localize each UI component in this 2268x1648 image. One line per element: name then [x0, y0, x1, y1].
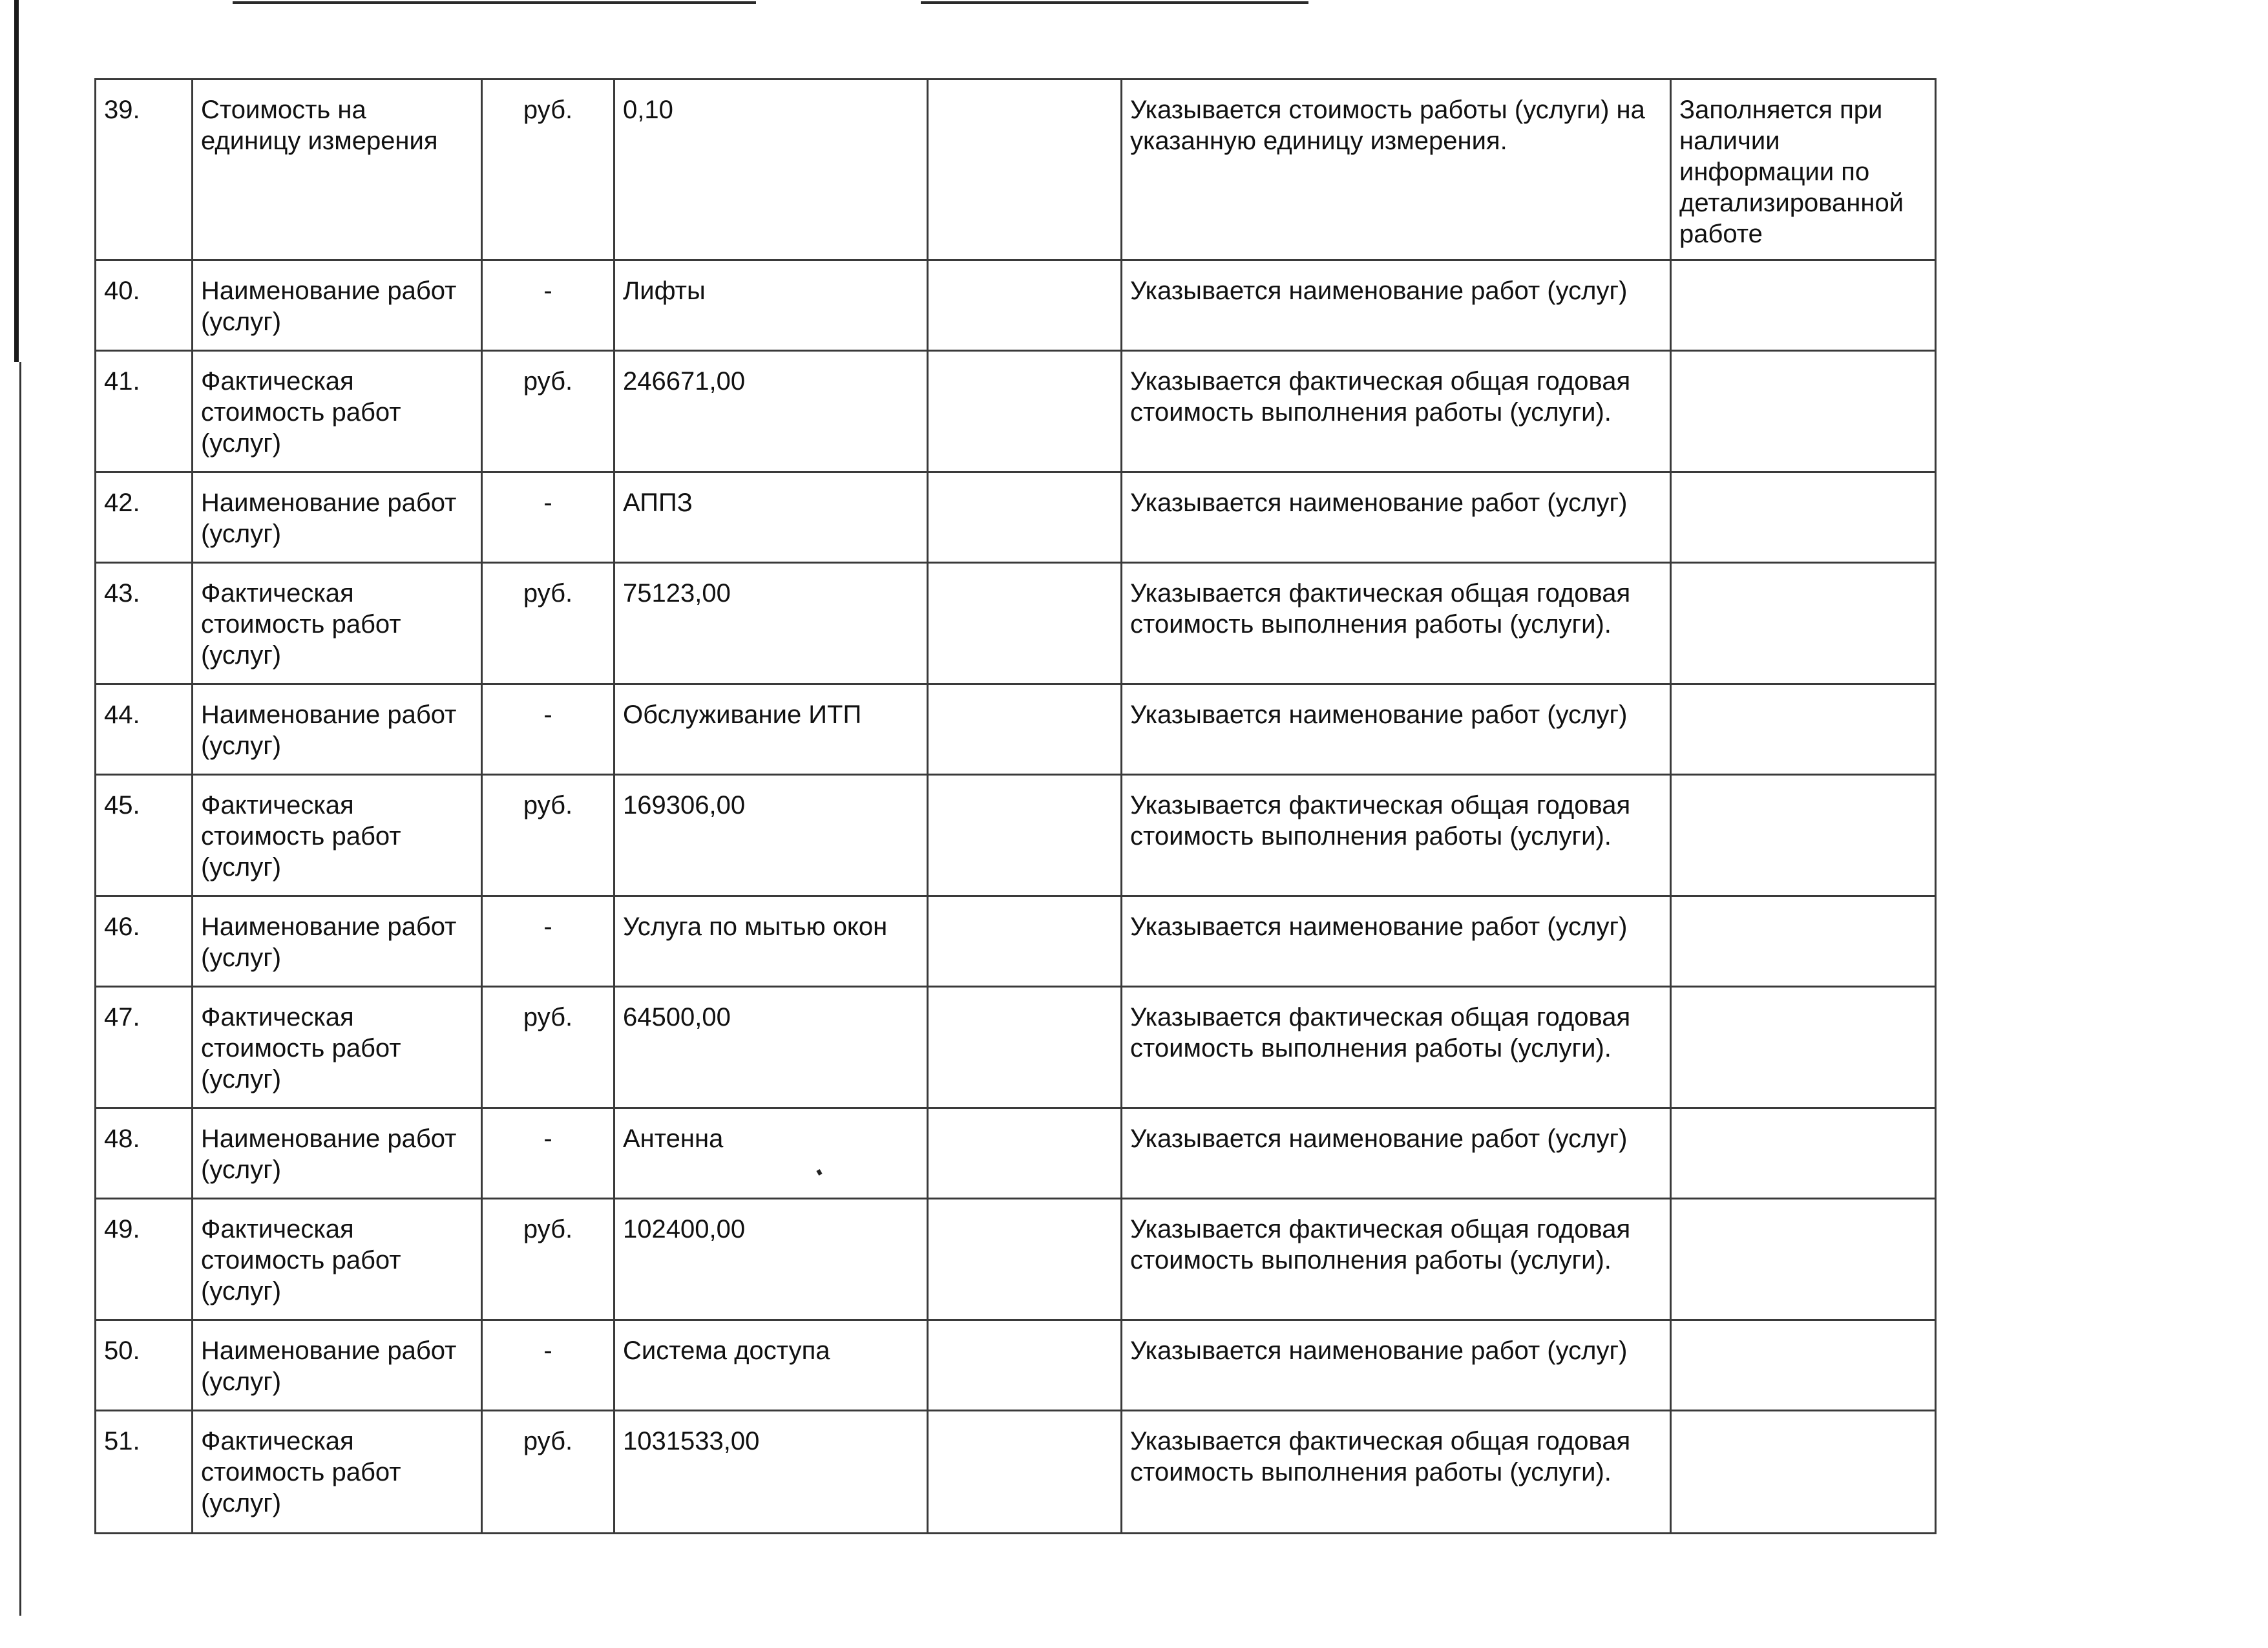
parameter-name: Стоимость на единицу измерения: [193, 79, 482, 260]
row-number: 51.: [96, 1411, 193, 1534]
empty-cell: [928, 472, 1122, 563]
description-cell: Указывается стоимость работы (услуги) на указанную единицу измерения.: [1122, 79, 1671, 260]
value-cell: 0,10: [614, 79, 928, 260]
note-cell: [1671, 987, 1936, 1108]
table-row: [96, 1411, 1936, 1534]
value-cell: 169306,00: [614, 775, 928, 896]
parameter-name: Фактическая стоимость работ (услуг): [193, 1411, 482, 1534]
scan-border-artifact: [14, 0, 19, 362]
note-cell: [1671, 775, 1936, 896]
note-cell: [1671, 1320, 1936, 1411]
parameter-name: Наименование работ (услуг): [193, 1320, 482, 1411]
row-number: 45.: [96, 775, 193, 896]
row-number: 47.: [96, 987, 193, 1108]
value-cell: 246671,00: [614, 351, 928, 472]
description-cell: Указывается наименование работ (услуг): [1122, 1108, 1671, 1199]
empty-cell: [928, 775, 1122, 896]
empty-cell: [928, 1411, 1122, 1534]
parameter-name: Наименование работ (услуг): [193, 1108, 482, 1199]
empty-cell: [928, 684, 1122, 775]
unit-cell: -: [482, 1108, 614, 1199]
note-cell: [1671, 351, 1936, 472]
description-cell: Указывается наименование работ (услуг): [1122, 684, 1671, 775]
unit-cell: руб.: [482, 987, 614, 1108]
empty-cell: [928, 351, 1122, 472]
parameter-name: Фактическая стоимость работ (услуг): [193, 563, 482, 684]
unit-cell: руб.: [482, 1199, 614, 1320]
table-row: [96, 351, 1936, 472]
parameter-name: Фактическая стоимость работ (услуг): [193, 351, 482, 472]
value-cell: Обслуживание ИТП: [614, 684, 928, 775]
row-number: 46.: [96, 896, 193, 987]
note-cell: [1671, 684, 1936, 775]
row-number: 43.: [96, 563, 193, 684]
table-row: [96, 1199, 1936, 1320]
description-cell: Указывается фактическая общая годовая стоимость выполнения работы (услуги).: [1122, 1411, 1671, 1534]
parameter-name: Наименование работ (услуг): [193, 684, 482, 775]
unit-cell: -: [482, 260, 614, 351]
row-number: 44.: [96, 684, 193, 775]
unit-cell: -: [482, 896, 614, 987]
row-number: 42.: [96, 472, 193, 563]
row-number: 39.: [96, 79, 193, 260]
value-cell: 1031533,00: [614, 1411, 928, 1534]
row-number: 50.: [96, 1320, 193, 1411]
row-number: 48.: [96, 1108, 193, 1199]
scan-top-line: [233, 1, 756, 4]
unit-cell: руб.: [482, 351, 614, 472]
unit-cell: -: [482, 684, 614, 775]
parameter-name: Наименование работ (услуг): [193, 472, 482, 563]
note-cell: [1671, 1108, 1936, 1199]
description-cell: Указывается наименование работ (услуг): [1122, 896, 1671, 987]
parameter-name: Наименование работ (услуг): [193, 260, 482, 351]
description-cell: Указывается фактическая общая годовая стоимость выполнения работы (услуги).: [1122, 563, 1671, 684]
empty-cell: [928, 1108, 1122, 1199]
description-cell: Указывается фактическая общая годовая стоимость выполнения работы (услуги).: [1122, 1199, 1671, 1320]
unit-cell: руб.: [482, 563, 614, 684]
scan-top-line: [921, 1, 1308, 4]
unit-cell: руб.: [482, 1411, 614, 1534]
value-cell: 64500,00: [614, 987, 928, 1108]
value-cell: Лифты: [614, 260, 928, 351]
row-number: 40.: [96, 260, 193, 351]
note-cell: [1671, 563, 1936, 684]
services-table: [94, 78, 1937, 1534]
value-cell: 75123,00: [614, 563, 928, 684]
note-cell: [1671, 472, 1936, 563]
table-row: [96, 472, 1936, 563]
table-row: [96, 987, 1936, 1108]
table-row: [96, 775, 1936, 896]
empty-cell: [928, 987, 1122, 1108]
table-row: [96, 1320, 1936, 1411]
unit-cell: руб.: [482, 79, 614, 260]
row-number: 49.: [96, 1199, 193, 1320]
note-cell: Заполняется при наличии информации по детализированной работе: [1671, 79, 1936, 260]
table-row: [96, 684, 1936, 775]
unit-cell: -: [482, 1320, 614, 1411]
unit-cell: руб.: [482, 775, 614, 896]
empty-cell: [928, 79, 1122, 260]
empty-cell: [928, 260, 1122, 351]
parameter-name: Фактическая стоимость работ (услуг): [193, 1199, 482, 1320]
empty-cell: [928, 1199, 1122, 1320]
table-row: [96, 1108, 1936, 1199]
value-cell: Система доступа: [614, 1320, 928, 1411]
description-cell: Указывается наименование работ (услуг): [1122, 260, 1671, 351]
value-cell: Антенна: [614, 1108, 928, 1199]
parameter-name: Фактическая стоимость работ (услуг): [193, 775, 482, 896]
table-row: [96, 79, 1936, 260]
table-row: [96, 563, 1936, 684]
empty-cell: [928, 563, 1122, 684]
parameter-name: Фактическая стоимость работ (услуг): [193, 987, 482, 1108]
note-cell: [1671, 260, 1936, 351]
unit-cell: -: [482, 472, 614, 563]
value-cell: 102400,00: [614, 1199, 928, 1320]
row-number: 41.: [96, 351, 193, 472]
value-cell: Услуга по мытью окон: [614, 896, 928, 987]
description-cell: Указывается фактическая общая годовая стоимость выполнения работы (услуги).: [1122, 351, 1671, 472]
description-cell: Указывается наименование работ (услуг): [1122, 472, 1671, 563]
parameter-name: Наименование работ (услуг): [193, 896, 482, 987]
empty-cell: [928, 1320, 1122, 1411]
table-row: [96, 896, 1936, 987]
note-cell: [1671, 1199, 1936, 1320]
description-cell: Указывается наименование работ (услуг): [1122, 1320, 1671, 1411]
value-cell: АППЗ: [614, 472, 928, 563]
empty-cell: [928, 896, 1122, 987]
description-cell: Указывается фактическая общая годовая стоимость выполнения работы (услуги).: [1122, 775, 1671, 896]
note-cell: [1671, 896, 1936, 987]
scan-border-artifact: [19, 362, 21, 1616]
note-cell: [1671, 1411, 1936, 1534]
description-cell: Указывается фактическая общая годовая стоимость выполнения работы (услуги).: [1122, 987, 1671, 1108]
table-row: [96, 260, 1936, 351]
